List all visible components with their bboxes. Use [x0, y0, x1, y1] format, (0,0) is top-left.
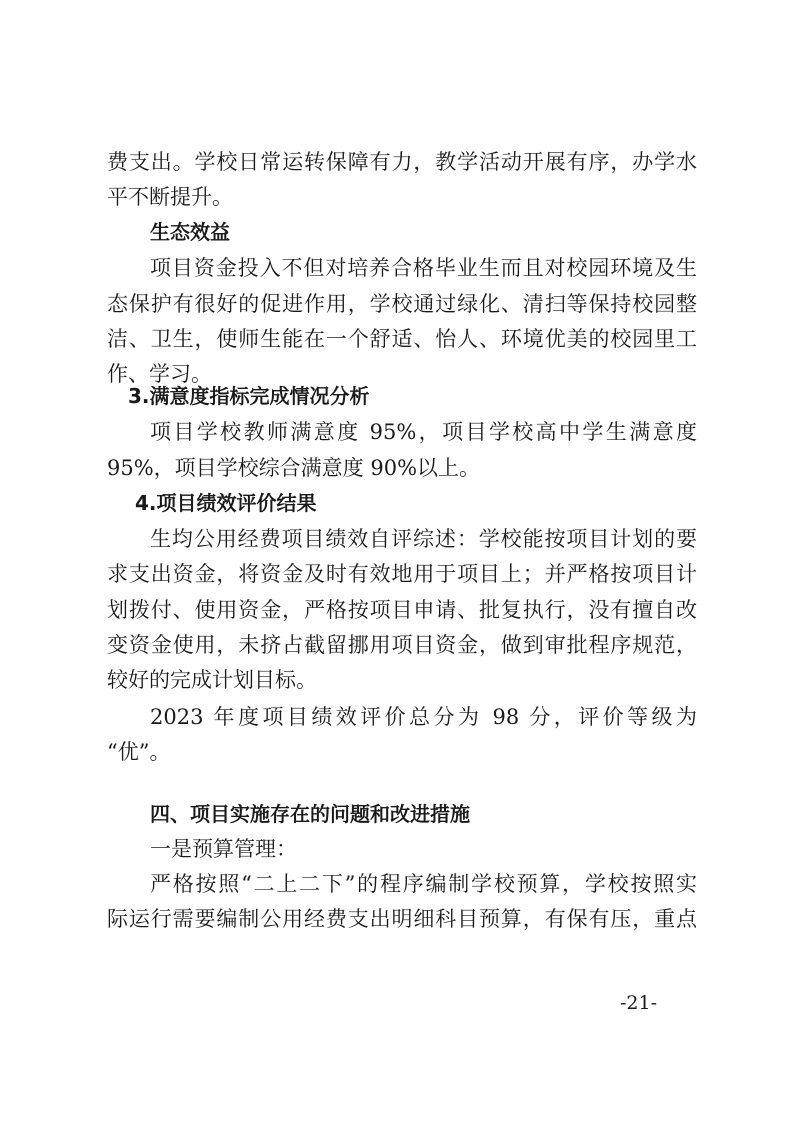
paragraph-line: 际运行需要编制公用经费支出明细科目预算，有保有压，重点	[107, 907, 697, 931]
paragraph-line: 平不断提升。	[107, 185, 233, 209]
paragraph-line: 作、学习。	[107, 362, 212, 386]
paragraph-line: 2023 年度项目绩效评价总分为 98 分，评价等级为	[150, 705, 697, 729]
paragraph-line: 划拨付、使用资金，严格按项目申请、批复执行，没有擅自改	[107, 598, 697, 622]
paragraph-line: 95%，项目学校综合满意度 90%以上。	[107, 456, 481, 480]
paragraph-line: 严格按照“二上二下”的程序编制学校预算，学校按照实	[150, 872, 697, 896]
paragraph-line: 变资金使用，未挤占截留挪用项目资金，做到审批程序规范，	[107, 633, 697, 657]
paragraph-line: 费支出。学校日常运转保障有力，教学活动开展有序，办学水	[107, 150, 697, 174]
section-heading-satisfaction: 3.满意度指标完成情况分析	[128, 384, 370, 408]
paragraph-line: 项目资金投入不但对培养合格毕业生而且对校园环境及生	[150, 256, 697, 280]
paragraph-line: 较好的完成计划目标。	[107, 668, 317, 692]
paragraph-line: “优”。	[107, 740, 171, 764]
paragraph-line: 求支出资金，将资金及时有效地用于项目上；并严格按项目计	[107, 562, 697, 586]
section-heading-ecological-benefit: 生态效益	[150, 220, 230, 244]
paragraph-line: 一是预算管理：	[150, 837, 297, 861]
paragraph-line: 项目学校教师满意度 95%，项目学校高中学生满意度	[150, 420, 697, 444]
section-heading-problems-improvements: 四、项目实施存在的问题和改进措施	[150, 802, 470, 826]
page-number: -21-	[620, 992, 658, 1014]
paragraph-line: 洁、卫生，使师生能在一个舒适、怡人、环境优美的校园里工	[107, 327, 697, 351]
paragraph-line: 生均公用经费项目绩效自评综述：学校能按项目计划的要	[150, 527, 697, 551]
paragraph-line: 态保护有很好的促进作用，学校通过绿化、清扫等保持校园整	[107, 292, 697, 316]
section-heading-evaluation-result: 4.项目绩效评价结果	[135, 491, 317, 515]
